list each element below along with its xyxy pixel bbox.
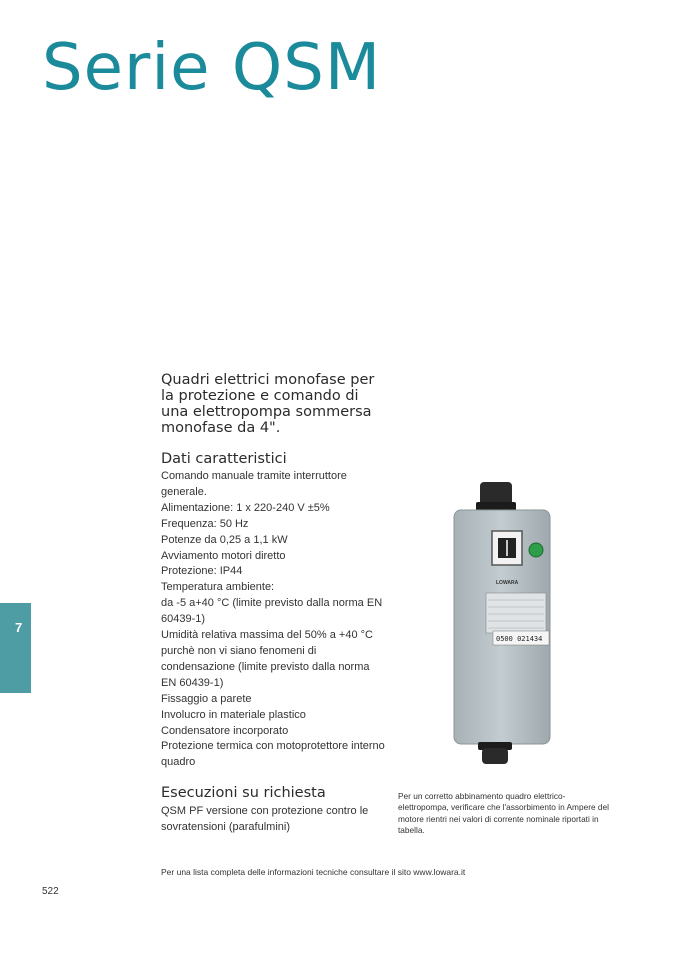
spec-item: Avviamento motori diretto — [161, 549, 286, 562]
spec-item: Protezione: IP44 — [161, 565, 243, 578]
spec-item: Frequenza: 50 Hz — [161, 517, 249, 530]
spec-item: Umidità relativa massima del 50% a +40 °C purchè non vi siano fenomeni di condensazione (limite previsto dalla norma EN 60439-1) — [161, 629, 373, 689]
top-cable-gland — [476, 482, 516, 512]
spec-item: da -5 a+40 °C (limite previsto dalla norma EN 60439-1) — [161, 597, 383, 626]
control-panel-photo — [440, 478, 570, 766]
status-lamp — [529, 543, 543, 557]
spec-item: Comando manuale tramite interruttore generale. — [161, 470, 347, 498]
specs-heading: Dati caratteristici — [161, 451, 287, 467]
rating-plate — [486, 593, 546, 633]
executions-heading: Esecuzioni su richiesta — [161, 785, 326, 801]
spec-item: Potenze da 0,25 a 1,1 kW — [161, 533, 288, 546]
executions-text: QSM PF versione con protezione contro le sovratensioni (parafulmini) — [161, 805, 369, 833]
page-number: 522 — [42, 886, 59, 897]
serial-number: 0500 021434 — [496, 635, 543, 643]
spec-item: Involucro in materiale plastico — [161, 708, 306, 721]
spec-item: Fissaggio a parete — [161, 692, 252, 705]
sizing-note: Per un corretto abbinamento quadro elettrico-elettropompa, verificare che l'assorbimento in Ampere del motore rientri nei valori di corrente nominale riportati in tabella. — [398, 791, 609, 835]
bottom-cable-gland — [478, 742, 512, 764]
footer-website-note: Per una lista completa delle informazioni tecniche consultare il sito www.lowara.it — [161, 867, 466, 877]
page-title: Serie QSM — [42, 31, 382, 105]
power-switch — [492, 531, 522, 565]
brand-label: LOWARA — [496, 580, 519, 586]
spec-item: Alimentazione: 1 x 220-240 V ±5% — [161, 501, 330, 514]
section-number: 7 — [15, 620, 23, 635]
spec-item: Temperatura ambiente: — [161, 581, 275, 594]
section-tab — [0, 603, 31, 693]
specs-list — [161, 469, 386, 771]
spec-item: Condensatore incorporato — [161, 724, 289, 737]
intro-text: Quadri elettrici monofase per la protezione e comando di una elettropompa sommersa monofase da 4". — [161, 372, 375, 436]
spec-item: Protezione termica con motoprotettore interno quadro — [161, 740, 385, 769]
